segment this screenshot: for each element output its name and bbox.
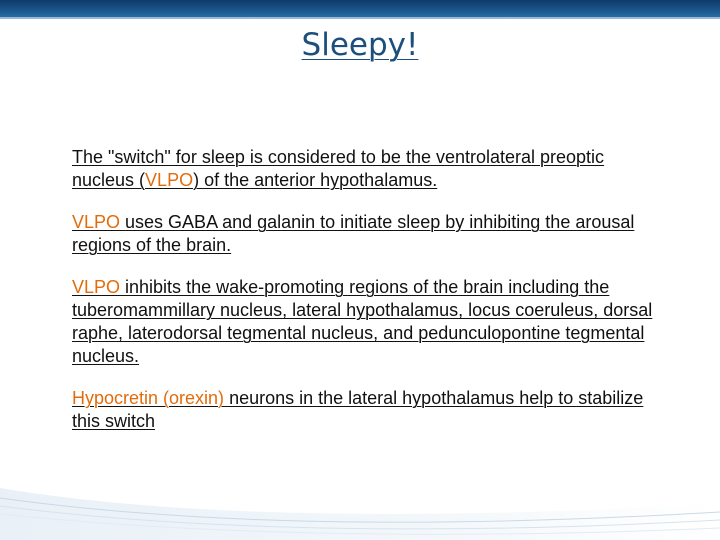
slide-body	[72, 146, 662, 452]
paragraph-text: inhibits the wake-promoting regions of the brain including the tuberomammillary nucleus, lateral hypothalamus, locus coeruleus, dorsal raphe, laterodorsal tegmental nucleus, and pedunculopontine tegmental nucleus.	[72, 277, 653, 366]
highlight-vlpo: VLPO	[72, 212, 126, 232]
paragraph-vlpo-gaba	[72, 211, 662, 257]
highlight-vlpo: VLPO	[145, 170, 194, 190]
highlight-vlpo: VLPO	[72, 277, 126, 297]
paragraph-vlpo-switch	[72, 146, 662, 192]
slide-title: Sleepy!	[301, 27, 419, 63]
highlight-hypocretin: Hypocretin (orexin)	[72, 388, 225, 408]
paragraph-text: neurons in the lateral hypothalamus help to stabilize this switch	[72, 388, 644, 431]
paragraph-hypocretin	[72, 387, 662, 433]
paragraph-text: ) of the anterior hypothalamus.	[193, 170, 438, 190]
decorative-wave	[0, 478, 720, 540]
paragraph-vlpo-inhibits	[72, 276, 662, 368]
header-bar-edge	[0, 17, 720, 19]
paragraph-text: uses GABA and galanin to initiate sleep by inhibiting the arousal regions of the brain.	[72, 212, 635, 255]
header-bar	[0, 0, 720, 17]
paragraph-text: The "switch" for sleep is considered to be the ventrolateral preoptic nucleus (	[72, 147, 605, 190]
